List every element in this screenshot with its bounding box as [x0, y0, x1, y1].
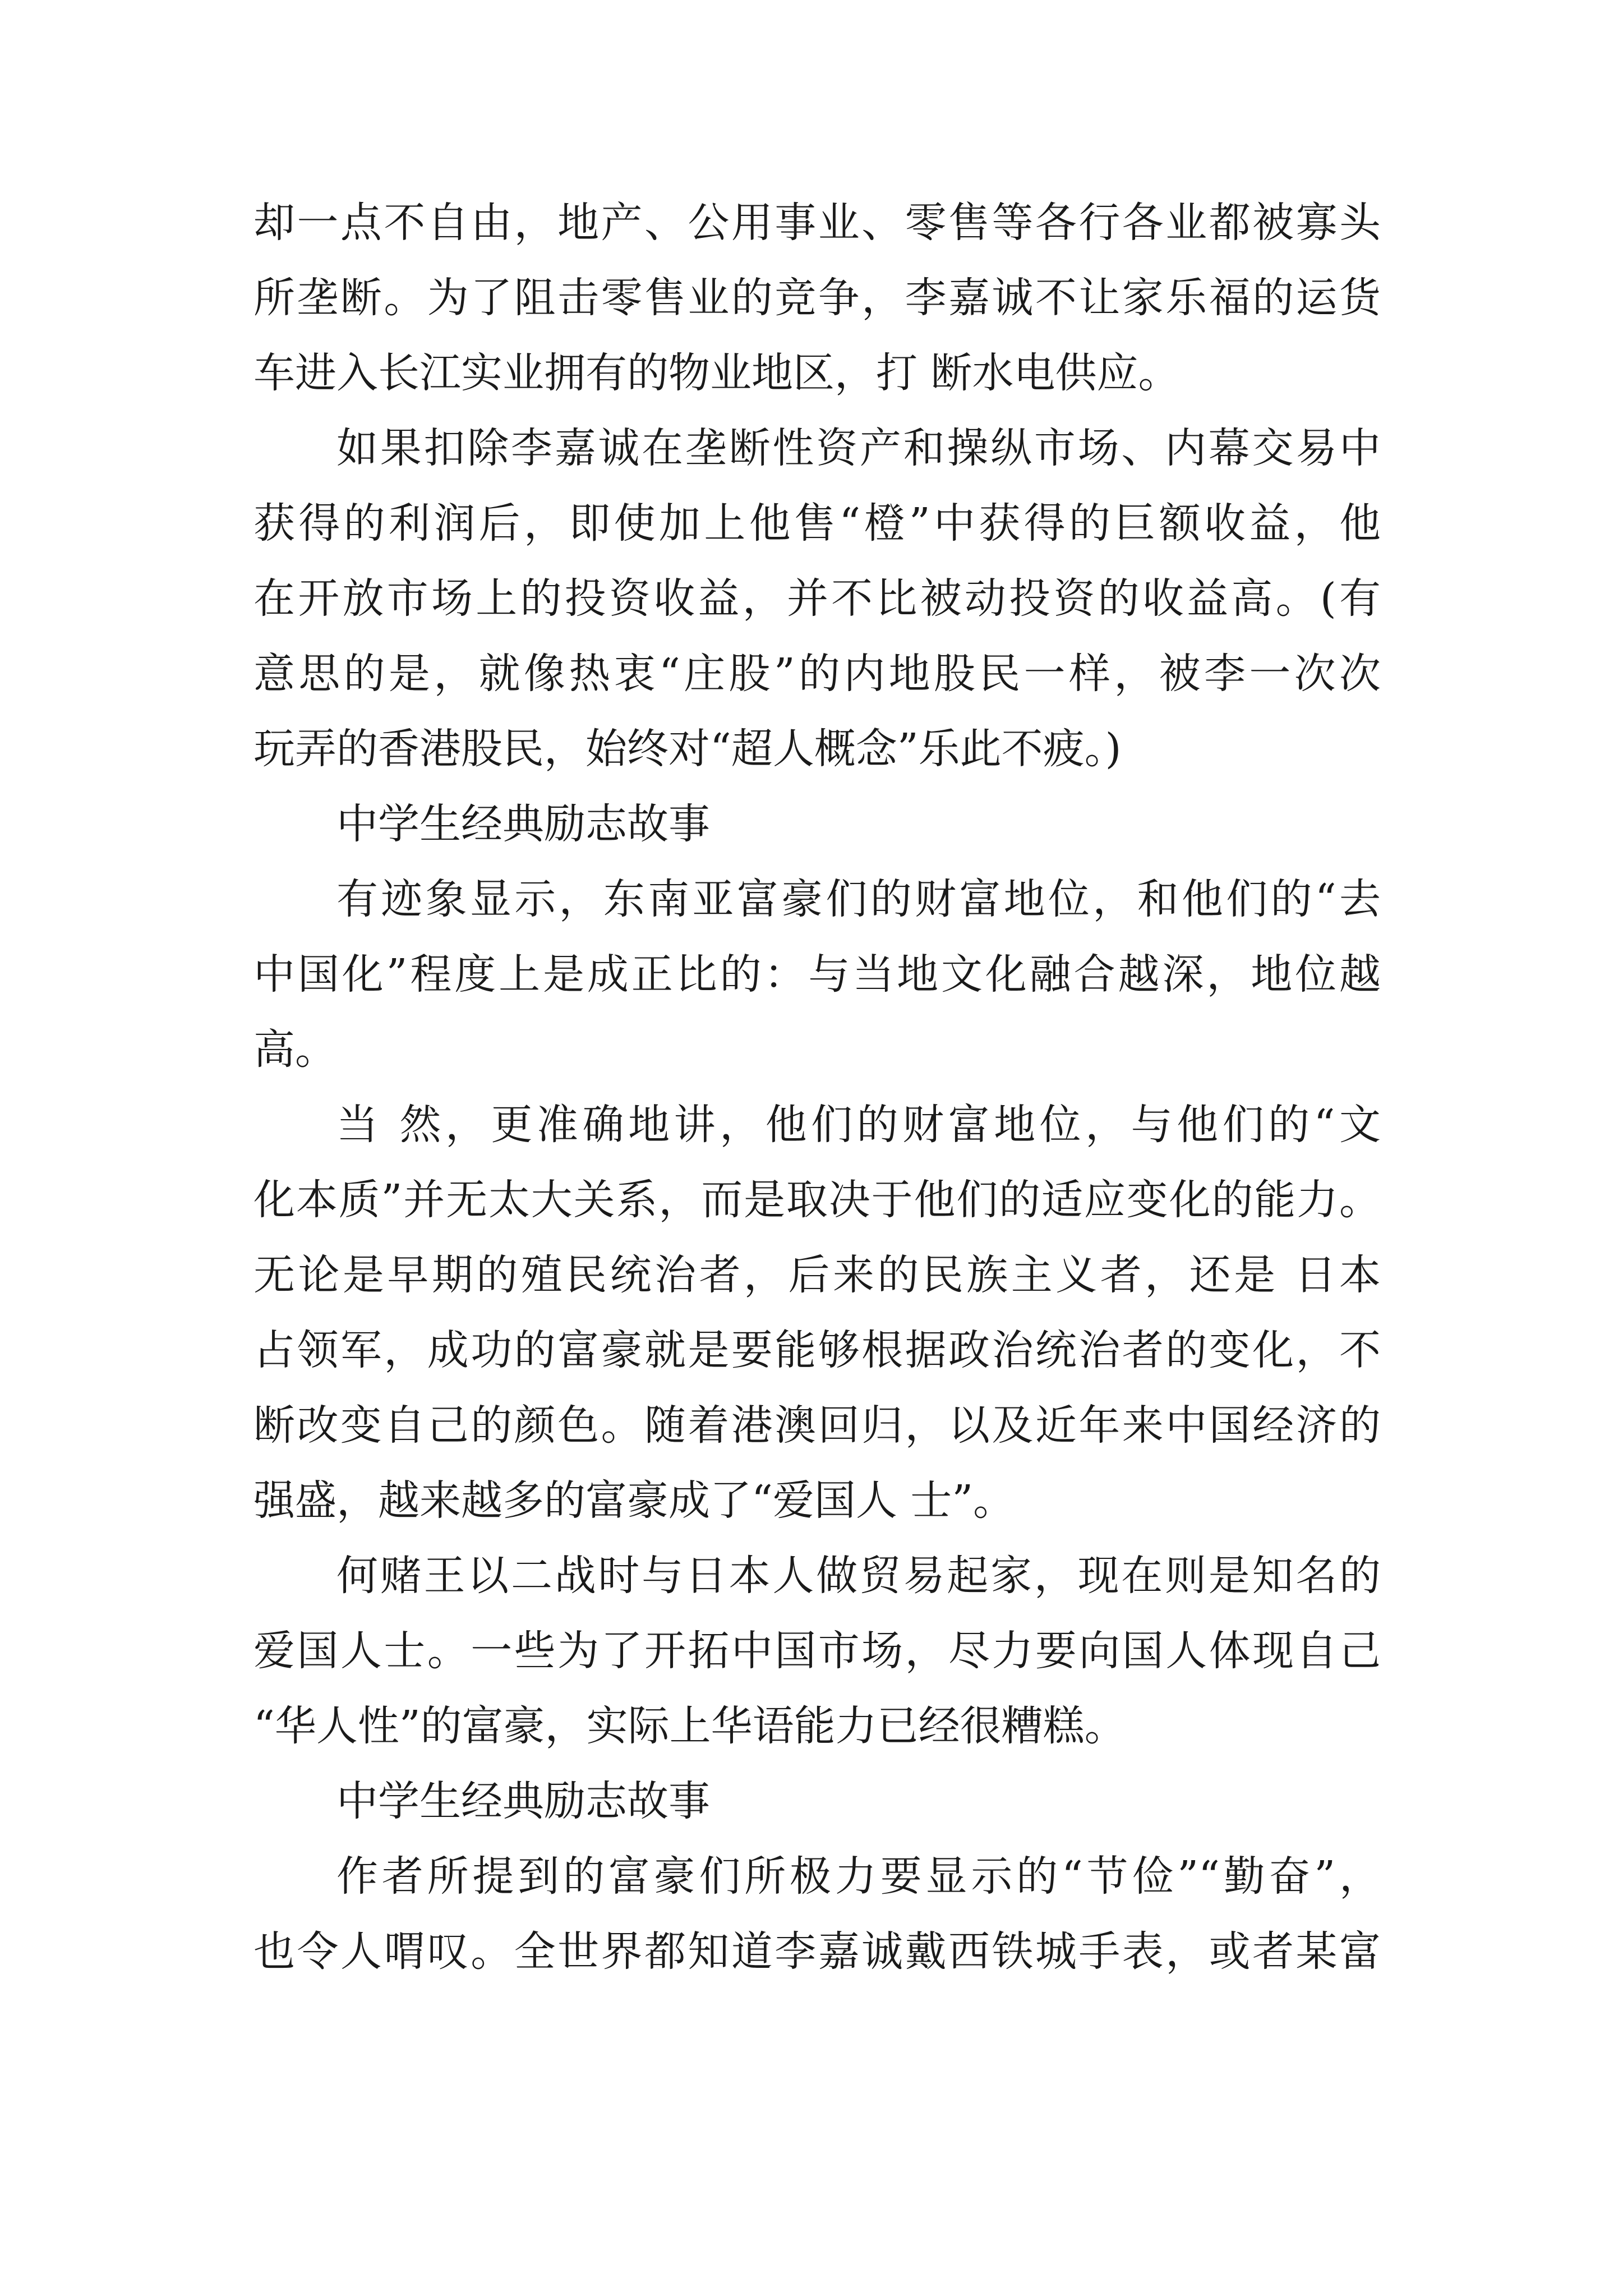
section-heading: 中学生经典励志故事 — [336, 1777, 710, 1825]
text-line: 何赌王以二战时与日本人做贸易起家，现在则是知名的 — [336, 1552, 1381, 1600]
text-line: 爱国人士。一些为了开拓中国市场，尽力要向国人体现自己 — [253, 1627, 1381, 1675]
text-line: “华人性”的富豪，实际上华语能力已经很糟糕。 — [253, 1702, 1126, 1750]
section-heading: 中学生经典励志故事 — [336, 800, 710, 848]
text-line: 强盛，越来越多的富豪成了“爱国人 士”。 — [253, 1476, 1015, 1525]
text-line: 意思的是，就像热衷“庄股”的内地股民一样，被李一次次 — [253, 650, 1381, 698]
text-line: 如果扣除李嘉诚在垄断性资产和操纵市场、内幕交易中 — [336, 424, 1381, 472]
text-line: 无论是早期的殖民统治者，后来的民族主义者，还是 日本 — [253, 1251, 1381, 1299]
text-line: 当 然，更准确地讲，他们的财富地位，与他们的“文 — [336, 1101, 1381, 1149]
text-line: 断改变自己的颜色。随着港澳回归，以及近年来中国经济的 — [253, 1401, 1381, 1450]
text-line: 化本质”并无太大关系，而是取决于他们的适应变化的能力。 — [253, 1176, 1381, 1224]
body-text — [253, 185, 1381, 1989]
text-line: 占领军，成功的富豪就是要能够根据政治统治者的变化，不 — [253, 1326, 1381, 1374]
text-line: 玩弄的香港股民，始终对“超人概念”乐此不疲。) — [253, 725, 1122, 773]
text-line: 也令人喟叹。全世界都知道李嘉诚戴西铁城手表，或者某富 — [253, 1927, 1381, 1976]
text-line: 在开放市场上的投资收益，并不比被动投资的收益高。(有 — [253, 574, 1381, 623]
text-line: 中国化”程度上是成正比的：与当地文化融合越深，地位越 — [253, 950, 1381, 999]
text-line: 却一点不自由，地产、公用事业、零售等各行各业都被寡头 — [253, 199, 1381, 247]
text-line: 高。 — [253, 1025, 336, 1074]
text-line: 所垄断。为了阻击零售业的竞争，李嘉诚不让家乐福的运货 — [253, 274, 1381, 322]
text-line: 有迹象显示，东南亚富豪们的财富地位，和他们的“去 — [336, 875, 1381, 923]
text-line: 车进入长江实业拥有的物业地区，打 断水电供应。 — [253, 349, 1180, 397]
text-line: 获得的利润后，即使加上他售“橙”中获得的巨额收益，他 — [253, 499, 1381, 547]
text-line: 作者所提到的富豪们所极力要显示的“节俭”“勤奋”， — [336, 1852, 1381, 1901]
